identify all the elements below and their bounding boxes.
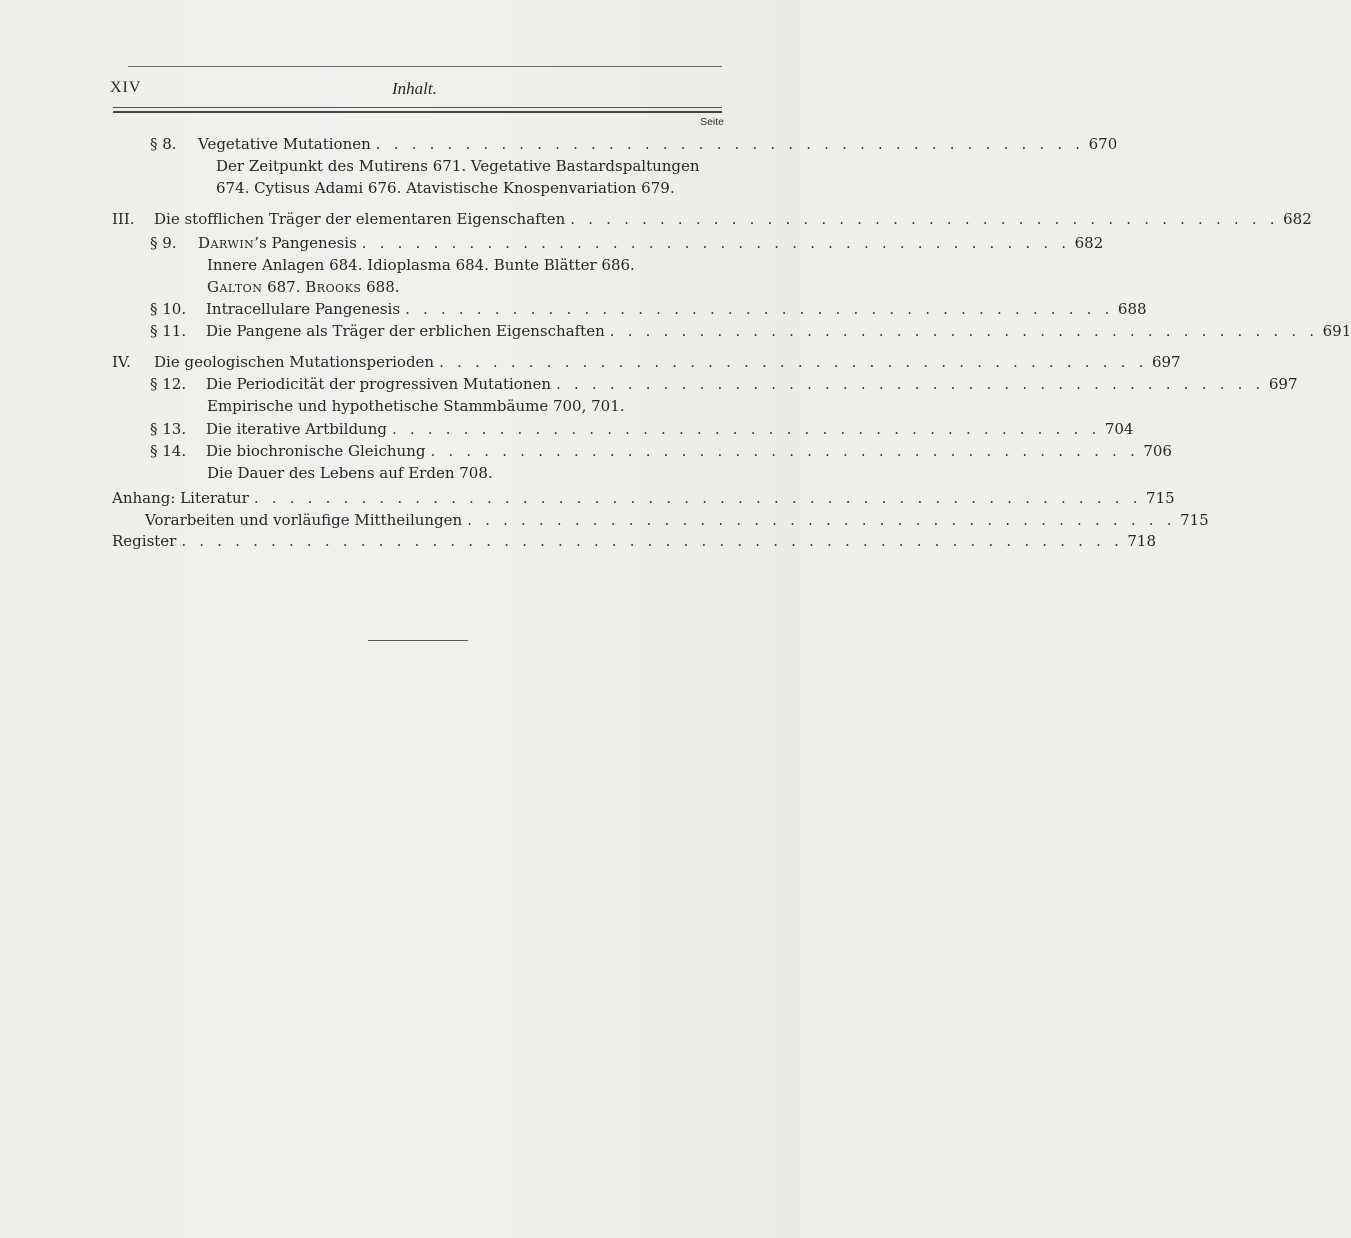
author-name: Galton bbox=[207, 278, 263, 296]
toc-entry-s8 bbox=[150, 133, 1118, 155]
end-rule bbox=[368, 640, 468, 641]
leader-dots: . . . . . . . . . . . . . . . . . . . . . . . . . . . . . . . . . . . . . . . . bbox=[556, 375, 1265, 393]
toc-subentry: Der Zeitpunkt des Mutirens 671. Vegetative Bastardspaltungen bbox=[216, 157, 700, 175]
toc-entry-anhang bbox=[112, 487, 1175, 509]
page-ref: 687. bbox=[262, 278, 306, 296]
toc-subentry: 674. Cytisus Adami 676. Atavistische Knospenvariation 679. bbox=[216, 179, 675, 197]
toc-number: § 14. bbox=[150, 442, 187, 460]
header-rule-thick bbox=[113, 111, 722, 113]
toc-page: 691 bbox=[1322, 322, 1351, 340]
leader-dots: . . . . . . . . . . . . . . . . . . . . . . . . . . . . . . . . . . . . . . . . bbox=[405, 300, 1114, 318]
page-column-label: Seite bbox=[700, 116, 724, 128]
leader-dots: . . . . . . . . . . . . . . . . . . . . . . . . . . . . . . . . . . . . . . . . bbox=[430, 442, 1139, 460]
toc-page: 715 bbox=[1146, 489, 1175, 507]
toc-subentry: Empirische und hypothetische Stammbäume 700, 701. bbox=[207, 397, 625, 415]
toc-title: Die iterative Artbildung bbox=[206, 420, 387, 438]
toc-subentry: Innere Anlagen 684. Idioplasma 684. Bunte Blätter 686. bbox=[207, 256, 635, 274]
toc-title: Die stofflichen Träger der elementaren Eigenschaften bbox=[154, 210, 566, 228]
toc-entry-register bbox=[112, 530, 1156, 552]
toc-page: 704 bbox=[1104, 420, 1134, 438]
toc-entry-part3 bbox=[112, 208, 1312, 230]
toc-number: IV. bbox=[112, 353, 131, 371]
toc-title: Vorarbeiten und vorläufige Mittheilungen bbox=[145, 511, 463, 529]
page-ref: 688. bbox=[361, 278, 400, 296]
toc-entry-s9 bbox=[150, 232, 1104, 254]
toc-page: 670 bbox=[1088, 135, 1118, 153]
leader-dots: . . . . . . . . . . . . . . . . . . . . . . . . . . . . . . . . . . . . . . . . . . . . . . . . . . bbox=[253, 489, 1142, 507]
toc-number: § 12. bbox=[150, 375, 187, 393]
toc-title: Register bbox=[112, 532, 177, 550]
toc-title-rest: ’s Pangenesis bbox=[254, 234, 357, 252]
header-top-rule bbox=[128, 66, 722, 67]
leader-dots: . . . . . . . . . . . . . . . . . . . . . . . . . . . . . . . . . . . . . . . . bbox=[439, 353, 1148, 371]
toc-page: 682 bbox=[1074, 234, 1104, 252]
toc-number: § 13. bbox=[150, 420, 187, 438]
leader-dots: . . . . . . . . . . . . . . . . . . . . . . . . . . . . . . . . . . . . . . . . . . . . . . . . . . . . . bbox=[181, 532, 1123, 550]
leader-dots: . . . . . . . . . . . . . . . . . . . . . . . . . . . . . . . . . . . . . . . . bbox=[570, 210, 1279, 228]
toc-number: § 10. bbox=[150, 300, 187, 318]
leader-dots: . . . . . . . . . . . . . . . . . . . . . . . . . . . . . . . . . . . . . . . . bbox=[467, 511, 1176, 529]
toc-entry-vorarbeiten bbox=[145, 509, 1209, 531]
page-header bbox=[110, 79, 724, 103]
toc-number: III. bbox=[112, 210, 135, 228]
toc-title: Die biochronische Gleichung bbox=[206, 442, 426, 460]
toc-subentry: Die Dauer des Lebens auf Erden 708. bbox=[207, 464, 493, 482]
toc-title bbox=[198, 232, 357, 254]
leader-dots: . . . . . . . . . . . . . . . . . . . . . . . . . . . . . . . . . . . . . . . . bbox=[391, 420, 1101, 438]
toc-title: Die Pangene als Träger der erblichen Eigenschaften bbox=[206, 322, 605, 340]
header-rule-thin bbox=[113, 107, 722, 108]
leader-dots: . . . . . . . . . . . . . . . . . . . . . . . . . . . . . . . . . . . . . . . . bbox=[375, 135, 1085, 153]
toc-number: § 8. bbox=[150, 135, 177, 153]
author-name: Darwin bbox=[198, 234, 255, 252]
author-name: Brooks bbox=[305, 278, 362, 296]
toc-entry-s11 bbox=[150, 320, 1351, 342]
toc-title: Vegetative Mutationen bbox=[198, 135, 371, 153]
toc-entry-s12 bbox=[150, 373, 1298, 395]
leader-dots: . . . . . . . . . . . . . . . . . . . . . . . . . . . . . . . . . . . . . . . . bbox=[609, 322, 1319, 340]
leader-dots: . . . . . . . . . . . . . . . . . . . . . . . . . . . . . . . . . . . . . . . . bbox=[361, 234, 1071, 252]
toc-page: 706 bbox=[1143, 442, 1172, 460]
toc-entry-part4 bbox=[112, 351, 1181, 373]
running-title: Inhalt. bbox=[392, 79, 437, 98]
toc-number: § 11. bbox=[150, 322, 187, 340]
toc-entry-s13 bbox=[150, 418, 1134, 440]
toc-page: 718 bbox=[1127, 532, 1156, 550]
toc-entry-s14 bbox=[150, 440, 1172, 462]
toc-number: § 9. bbox=[150, 234, 177, 252]
toc-page: 697 bbox=[1268, 375, 1298, 393]
toc-title: Intracellulare Pangenesis bbox=[206, 300, 401, 318]
page-number: XIV bbox=[110, 79, 142, 96]
toc-title: Die geologischen Mutationsperioden bbox=[154, 353, 435, 371]
toc-subentry bbox=[207, 276, 400, 298]
toc-page: 682 bbox=[1283, 210, 1312, 228]
toc-page: 688 bbox=[1117, 300, 1147, 318]
toc-page: 697 bbox=[1151, 353, 1181, 371]
toc-entry-s10 bbox=[150, 298, 1147, 320]
toc-title: Die Periodicität der progressiven Mutationen bbox=[206, 375, 552, 393]
toc-page: 715 bbox=[1180, 511, 1209, 529]
toc-title: Anhang: Literatur bbox=[112, 489, 249, 507]
